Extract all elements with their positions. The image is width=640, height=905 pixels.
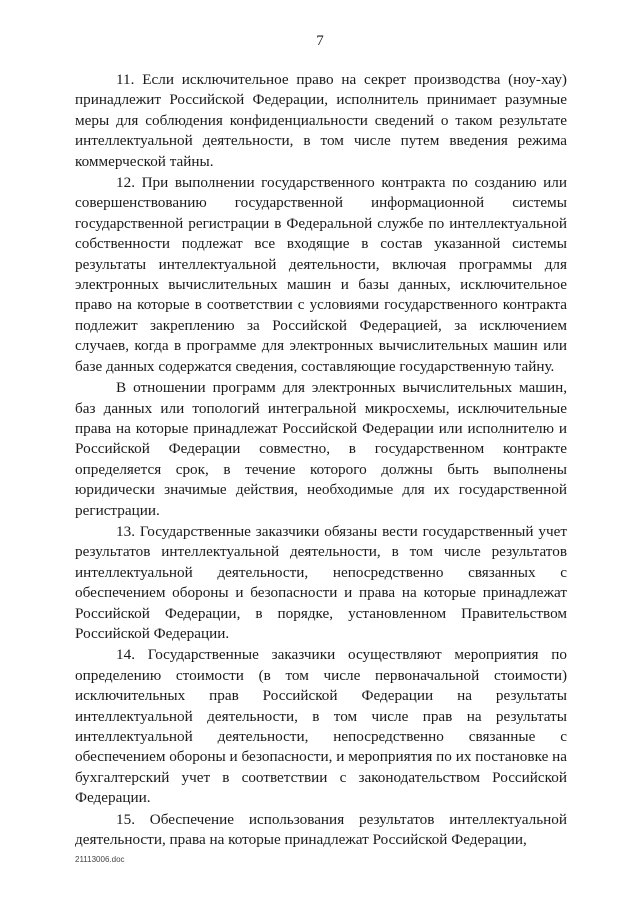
document-body: [75, 70, 567, 851]
paragraph-12-continuation: В отношении программ для электронных вычислительных машин, баз данных или топологий интегральной микросхемы, исключительные права на которые принадлежат Российской Федерации или исполнителю и Российской Федерации совместно, в государственном контракте определяется срок, в течение которого должны быть выполнены юридически значимые действия, необходимые для их государственной регистрации.: [75, 379, 567, 519]
paragraph-13: 13. Государственные заказчики обязаны вести государственный учет результатов интеллектуальной деятельности, в том числе результатов интеллектуальной деятельности, непосредственно связанных с обеспечением обороны и безопасности и права на которые принадлежат Российской Федерации, в порядке, установленном Правительством Российской Федерации.: [75, 522, 567, 642]
paragraph-14: 14. Государственные заказчики осуществляют мероприятия по определению стоимости (в том числе первоначальной стоимости) исключительных прав Российской Федерации на результаты интеллектуальной деятельности, в том числе прав на результаты интеллектуальной деятельности, непосредственно связанные с обеспечением обороны и безопасности, и мероприятия по их постановке на бухгалтерский учет в соответствии с законодательством Российской Федерации.: [75, 646, 567, 807]
paragraph-11: 11. Если исключительное право на секрет производства (ноу-хау) принадлежит Российской Федерации, исполнитель принимает разумные меры для соблюдения конфиденциальности сведений о таком результате интеллектуальной деятельности, в том числе путем введения режима коммерческой тайны.: [75, 71, 567, 170]
paragraph-12: 12. При выполнении государственного контракта по созданию или совершенствованию государственной информационной системы государственной регистрации в Федеральной службе по интеллектуальной собственности подлежат все входящие в состав указанной системы результаты интеллектуальной деятельности, включая программы для электронных вычислительных машин и базы данных, исключительное право на которые в соответствии с условиями государственного контракта подлежит закреплению за Российской Федерацией, за исключением случаев, когда в программе для электронных вычислительных машин или базе данных содержатся сведения, составляющие государственную тайну.: [75, 174, 567, 375]
paragraph-15: 15. Обеспечение использования результатов интеллектуальной деятельности, права на которые принадлежат Российской Федерации,: [75, 810, 567, 849]
page-number: 7: [316, 33, 324, 49]
document-file-code: 21113006.doc: [75, 855, 125, 864]
